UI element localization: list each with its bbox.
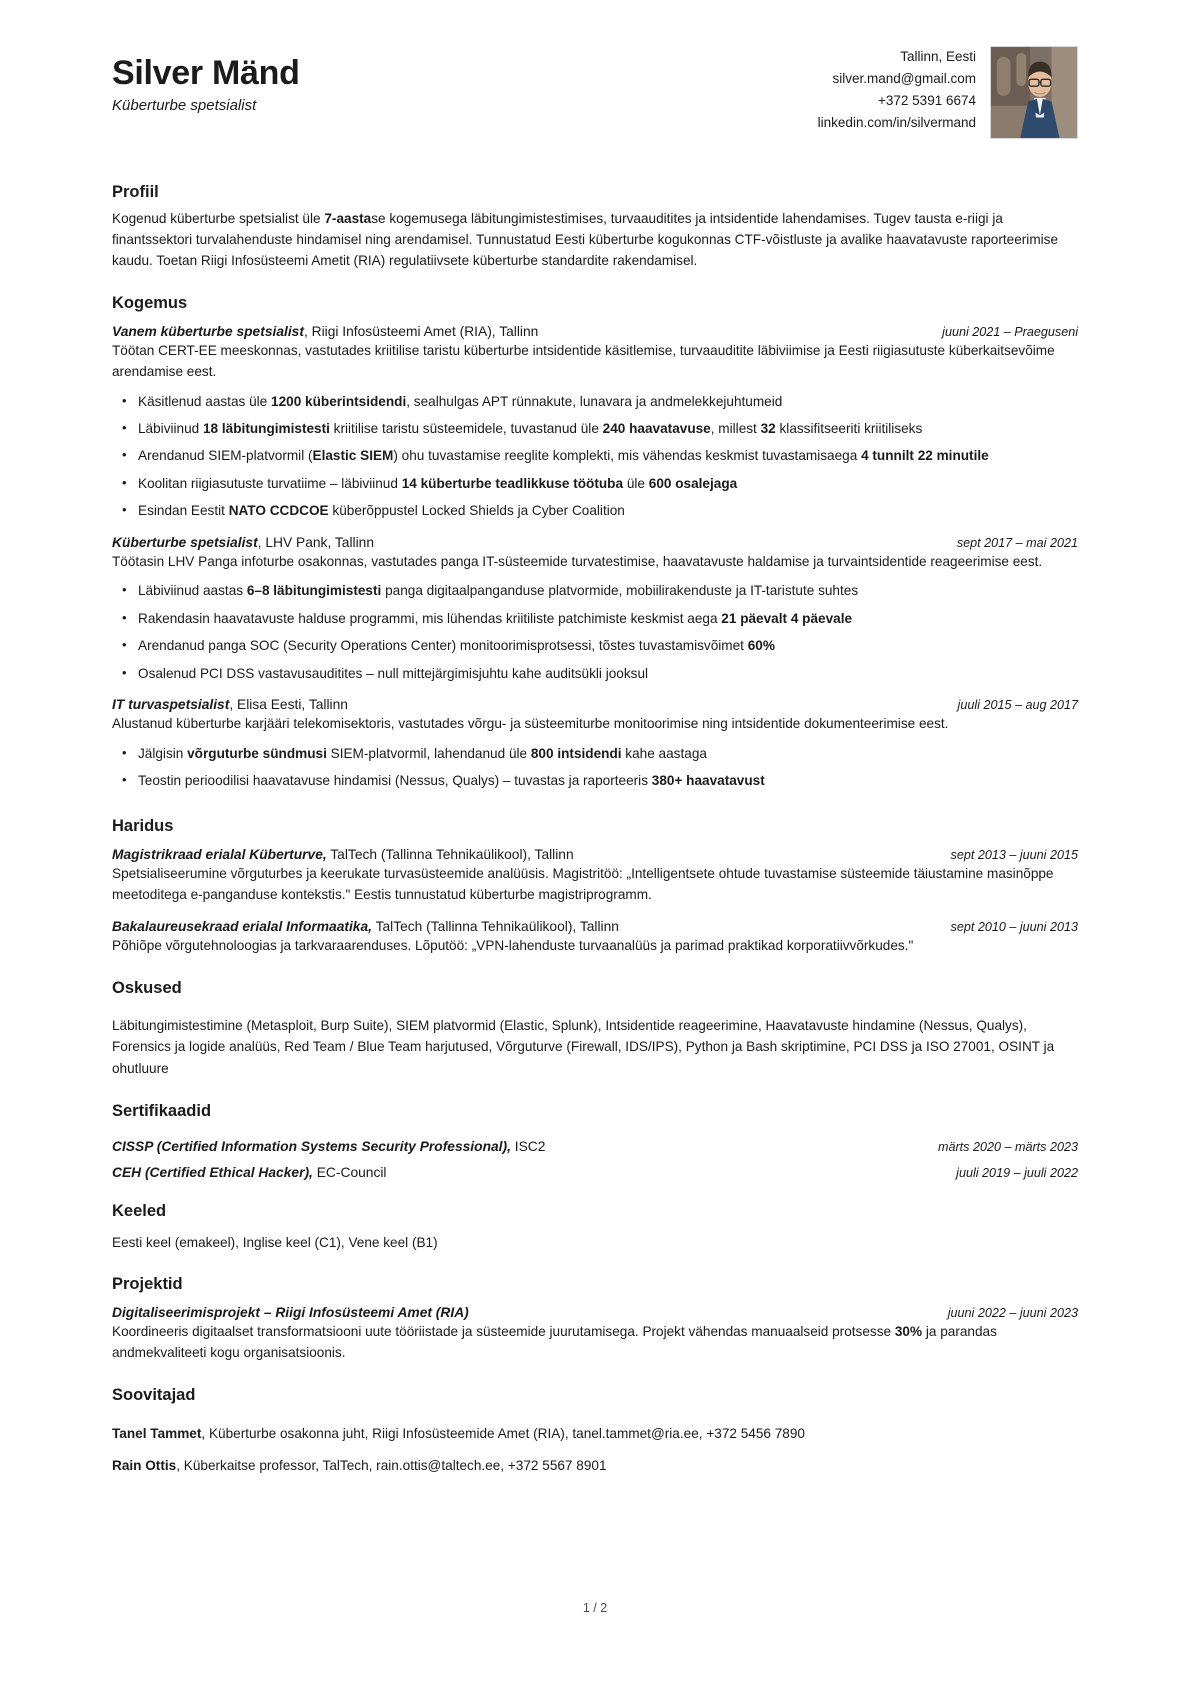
experience-bullet-1-2-part-0: Arendanud panga SOC (Security Operations Center) monitoorimisprotsessi, tõstes tuvastamisvõimet	[138, 638, 748, 654]
experience-company: , LHV Pank, Tallinn	[257, 534, 374, 550]
experience-bullet-0-2-part-0: Arendanud SIEM-platvormil (	[138, 448, 313, 464]
section-heading-skills-label: Oskused	[112, 978, 182, 997]
section-heading-education-label: Haridus	[112, 816, 174, 835]
resume-header	[112, 42, 1078, 139]
experience-description: Alustanud küberturbe karjääri telekomisektoris, vastutades võrgu- ja süsteemiturbe monitoorimise ning intsidentide dokumenteerimise eest.	[112, 716, 949, 732]
candidate-job-title: Küberturbe spetsialist	[112, 96, 257, 114]
education-date: sept 2013 – juuni 2015	[950, 847, 1078, 862]
list-item	[112, 744, 1078, 764]
experience-bullet-0-4-part-0: Esindan Eestit	[138, 503, 229, 519]
education-entry-title	[112, 847, 574, 862]
experience-bullet-2-0-part-0: Jälgisin	[138, 745, 188, 761]
project-0-desc-part-2: ja parandas andmekvaliteeti kogu organisatsioonis.	[112, 1323, 997, 1360]
certificate-date: märts 2020 – märts 2023	[937, 1139, 1078, 1154]
avatar	[990, 46, 1078, 139]
experience-bullet-1-0-part-2: panga digitaalpanganduse platvormide, mobiilirakenduste ja IT-taristute suhtes	[381, 583, 859, 599]
experience-bullet-0-2-part-1: Elastic SIEM	[312, 448, 394, 464]
section-heading-languages-label: Keeled	[112, 1201, 167, 1220]
experience-bullet-0-3-part-2: üle	[623, 475, 649, 491]
experience-bullet-0-3-part-0: Koolitan riigiasutuste turvatiime – läbiviinud	[138, 475, 402, 491]
section-heading-profile	[112, 183, 159, 202]
certificate-issuer: EC-Council	[312, 1164, 387, 1180]
contact-info	[818, 46, 976, 133]
experience-company: , Elisa Eesti, Tallinn	[229, 697, 348, 713]
education-entry-head	[112, 919, 1078, 934]
experience-bullet-1-1-part-0: Rakendasin haavatavuste halduse programmi, mis lühendas kriitiliste patchimiste keskmist aega	[138, 610, 722, 626]
certificate-name: CISSP (Certified Information Systems Security Professional),	[112, 1138, 511, 1154]
section-languages	[112, 1184, 1078, 1253]
experience-date: sept 2017 – mai 2021	[956, 535, 1078, 550]
experience-bullet-2-0-part-2: SIEM-platvormil, lahendanud üle	[326, 745, 531, 761]
experience-bullet-1-0-part-1: 6–8 läbitungimistesti	[246, 583, 382, 599]
profile-part-0: Kogenud küberturbe spetsialist üle	[112, 211, 325, 226]
education-entry-head	[112, 847, 1078, 862]
section-heading-experience-label: Kogemus	[112, 293, 188, 312]
section-education	[112, 799, 1078, 957]
list-item	[112, 474, 1078, 494]
section-heading-references-label: Soovitajad	[112, 1385, 196, 1404]
section-heading-references	[112, 1386, 195, 1405]
education-description: Põhiõpe võrgutehnoloogias ja tarkvaraarenduses. Lõputöö: „VPN-lahenduste turvaanalüüs ja parimad praktikad korporatiivvõrkudes."	[112, 937, 914, 953]
experience-entry	[112, 535, 1078, 684]
experience-entry-title	[112, 535, 374, 550]
profile-part-2: se kogemusega läbitungimistestimises, turvaauditites ja intsidentide lahendamises. Tugev tausta e-riigi ja finantssektori turvalahenduste hindamisel ning arendamisel. Tunnustatud Eesti küberturbe kogukonnas CTF-võistluste ja avalike haavatavuste raporteerimise kaudu. Toetan Riigi Infosüsteemi Ametit (RIA) regulatiivsete küberturbe standardite rakendamisel.	[112, 211, 1059, 268]
experience-bullet-0-3-part-3: 600 osalejaga	[648, 475, 738, 491]
list-item	[112, 636, 1078, 656]
experience-entry-head	[112, 535, 1078, 550]
experience-bullet-2-1-part-1: 380+ haavatavust	[651, 773, 765, 789]
education-entry-title	[112, 919, 619, 934]
profile-text	[112, 209, 1078, 272]
section-heading-projects-label: Projektid	[112, 1274, 183, 1293]
experience-bullet-0-1-part-2: kriitilise taristu süsteemidele, tuvastanud üle	[329, 421, 603, 436]
section-heading-skills	[112, 979, 182, 998]
experience-list	[112, 324, 1078, 792]
experience-bullet-0-0-part-0: Käsitlenud aastas üle	[138, 393, 272, 409]
experience-description: Töötan CERT-EE meeskonnas, vastutades kriitilise taristu küberturbe intsidentide käsitlemise, turvaauditite läbiviimise ja Eesti riigiasutuste küberkaitsevõime arendamise eest.	[112, 342, 1055, 379]
section-heading-experience	[112, 294, 187, 313]
project-date: juuni 2022 – juuni 2023	[947, 1305, 1078, 1320]
contact-location: Tallinn, Eesti	[900, 49, 976, 64]
section-references	[112, 1368, 1078, 1476]
projects-list	[112, 1305, 1078, 1364]
list-item	[112, 664, 1078, 684]
reference-name: Tanel Tammet	[112, 1425, 202, 1441]
section-experience	[112, 276, 1078, 792]
experience-entry	[112, 324, 1078, 522]
experience-bullet-0-3-part-1: 14 küberturbe teadlikkuse töötuba	[401, 475, 624, 491]
experience-entry-head	[112, 324, 1078, 339]
list-item	[112, 392, 1078, 412]
experience-role: Vanem küberturbe spetsialist	[112, 323, 304, 339]
profile-photo-icon	[991, 47, 1077, 138]
experience-bullet-2-0-part-3: 800 intsidendi	[530, 745, 622, 761]
section-skills	[112, 961, 1078, 1080]
header-contact-block	[818, 42, 1078, 139]
certificate-entry	[112, 1139, 1078, 1154]
languages-text: Eesti keel (emakeel), Inglise keel (C1), Vene keel (B1)	[112, 1234, 438, 1250]
education-date: sept 2010 – juuni 2013	[950, 919, 1078, 934]
section-heading-certificates-label: Sertifikaadid	[112, 1101, 212, 1120]
experience-bullet-1-0-part-0: Läbiviinud aastas	[138, 583, 247, 599]
page-footer: 1 / 2	[582, 1601, 608, 1615]
candidate-name: Silver Mänd	[112, 54, 300, 92]
experience-bullet-0-4-part-1: NATO CCDCOE	[228, 503, 329, 519]
experience-bullet-0-1-part-1: 18 läbitungimistesti	[203, 421, 330, 436]
experience-bullet-2-1-part-0: Teostin perioodilisi haavatavuse hindamisi (Nessus, Qualys) – tuvastas ja raporteeris	[138, 773, 652, 789]
header-identity	[112, 42, 300, 114]
list-item	[112, 609, 1078, 629]
contact-linkedin[interactable]: linkedin.com/in/silvermand	[817, 114, 976, 130]
experience-bullet-2-0-part-4: kahe aastaga	[621, 745, 707, 761]
education-degree: Bakalaureusekraad erialal Informaatika,	[112, 918, 372, 934]
project-0-desc-part-1: 30%	[894, 1323, 923, 1339]
project-name: Digitaliseerimisprojekt – Riigi Infosüsteemi Amet (RIA)	[112, 1304, 469, 1320]
experience-company: , Riigi Infosüsteemi Amet (RIA), Tallinn	[303, 323, 539, 339]
list-item	[112, 771, 1078, 791]
experience-bullet-1-2-part-1: 60%	[747, 638, 775, 654]
experience-bullet-list	[112, 392, 1078, 522]
experience-bullet-0-2-part-2: ) ohu tuvastamise reeglite komplekti, mis vähendas keskmist tuvastamisaega	[393, 448, 862, 464]
certificate-issuer: ISC2	[510, 1138, 546, 1154]
certificates-list	[112, 1139, 1078, 1180]
experience-bullet-0-1-part-0: Läbiviinud	[138, 421, 203, 436]
reference-details: , Küberkaitse professor, TalTech, rain.ottis@taltech.ee, +372 5567 8901	[176, 1457, 607, 1473]
certificate-title	[112, 1165, 387, 1180]
education-school: TalTech (Tallinna Tehnikaülikool), Tallinn	[326, 846, 574, 862]
reference-name: Rain Ottis	[112, 1457, 177, 1473]
experience-bullet-0-1-part-5: 32	[760, 421, 776, 436]
contact-phone[interactable]: +372 5391 6674	[878, 92, 976, 108]
list-item	[112, 581, 1078, 601]
experience-bullet-2-0-part-1: võrguturbe sündmusi	[187, 745, 327, 761]
experience-bullet-0-4-part-2: küberõppustel Locked Shields ja Cyber Coalition	[328, 503, 625, 519]
experience-role: Küberturbe spetsialist	[112, 534, 258, 550]
project-0-desc-part-0: Koordineeris digitaalset transformatsiooni uute tööriistade ja süsteemide juurutamisega. Projekt vähendas manuaalseid protsesse	[112, 1323, 895, 1339]
section-profile	[112, 165, 1078, 272]
list-item	[112, 419, 1078, 439]
reference-details: , Küberturbe osakonna juht, Riigi Infosüsteemide Amet (RIA), tanel.tammet@ria.ee, +372 5456 7890	[201, 1425, 805, 1441]
experience-bullet-0-1-part-6: klassifitseeriti kriitiliseks	[775, 421, 923, 436]
section-projects	[112, 1257, 1078, 1364]
section-heading-certificates	[112, 1102, 211, 1121]
experience-role: IT turvaspetsialist	[112, 697, 230, 713]
skills-text: Läbitungimistestimine (Metasploit, Burp Suite), SIEM platvormid (Elastic, Splunk), Intsidentide reageerimine, Haavatavuste hindamine (Nessus, Qualys), Forensics ja logide analüüs, Red Team / Blue Team harjutused, Võrguturve (Firewall, IDS/IPS), Python ja Bash skriptimine, PCI DSS ja ISO 27001, OSINT ja ohutluure	[112, 1017, 1055, 1077]
section-heading-projects	[112, 1275, 183, 1294]
experience-description: Töötasin LHV Panga infoturbe osakonnas, vastutades panga IT-süsteemide turvatestimise, haavatavuste haldamise ja turvaintsidentide reageerimise eest.	[112, 553, 1043, 569]
experience-bullet-1-3-part-0: Osalenud PCI DSS vastavusauditites – null mittejärgimisjuhtu kahe auditsükli jooksul	[138, 665, 649, 681]
education-description: Spetsialiseerumine võrguturbes ja keerukate turvasüsteemide analüüsis. Magistritöö: „Intelligentsete ohtude tuvastamise süsteemide täiustamine masinõppe meetoditega e-panganduse kontekstis." Eestis tunnustatud küberturbe magistriprogramm.	[112, 865, 1054, 902]
experience-bullet-1-1-part-1: 21 päevalt 4 päevale	[721, 610, 853, 626]
experience-entry-title	[112, 324, 538, 339]
section-certificates	[112, 1084, 1078, 1180]
education-entry	[112, 919, 1078, 957]
experience-bullet-0-0-part-1: 1200 küberintsidendi	[271, 393, 407, 409]
certificate-entry	[112, 1165, 1078, 1180]
project-title	[112, 1305, 469, 1320]
education-school: TalTech (Tallinna Tehnikaülikool), Tallinn	[371, 918, 619, 934]
experience-bullet-list	[112, 581, 1078, 684]
project-description	[112, 1322, 1078, 1364]
section-heading-languages	[112, 1202, 166, 1221]
experience-bullet-list	[112, 744, 1078, 792]
list-item	[112, 446, 1078, 466]
page-title	[112, 56, 300, 92]
profile-part-1: 7-aasta	[324, 211, 372, 226]
certificate-title	[112, 1139, 545, 1154]
experience-date: juuli 2015 – aug 2017	[957, 698, 1078, 713]
education-entry	[112, 847, 1078, 906]
list-item	[112, 501, 1078, 521]
certificate-name: CEH (Certified Ethical Hacker),	[112, 1164, 313, 1180]
experience-bullet-0-2-part-3: 4 tunnilt 22 minutile	[861, 448, 989, 464]
contact-email[interactable]: silver.mand@gmail.com	[832, 70, 976, 86]
experience-bullet-0-1-part-3: 240 haavatavuse	[602, 421, 711, 436]
experience-bullet-0-0-part-2: , sealhulgas APT rünnakute, lunavara ja andmelekkejuhtumeid	[406, 393, 783, 409]
experience-bullet-0-1-part-4: , millest	[710, 421, 761, 436]
experience-entry-head	[112, 697, 1078, 712]
section-heading-education	[112, 817, 173, 836]
education-list	[112, 847, 1078, 957]
reference-entry	[112, 1423, 1078, 1444]
references-list	[112, 1423, 1078, 1476]
project-entry	[112, 1305, 1078, 1364]
experience-entry-title	[112, 697, 348, 712]
project-entry-head	[112, 1305, 1078, 1320]
section-heading-profile-label: Profiil	[112, 183, 159, 201]
reference-entry	[112, 1455, 1078, 1476]
education-degree: Magistrikraad erialal Küberturve,	[112, 846, 327, 862]
experience-date: juuni 2021 – Praeguseni	[942, 324, 1078, 339]
certificate-date: juuli 2019 – juuli 2022	[956, 1165, 1078, 1180]
experience-entry	[112, 697, 1078, 792]
